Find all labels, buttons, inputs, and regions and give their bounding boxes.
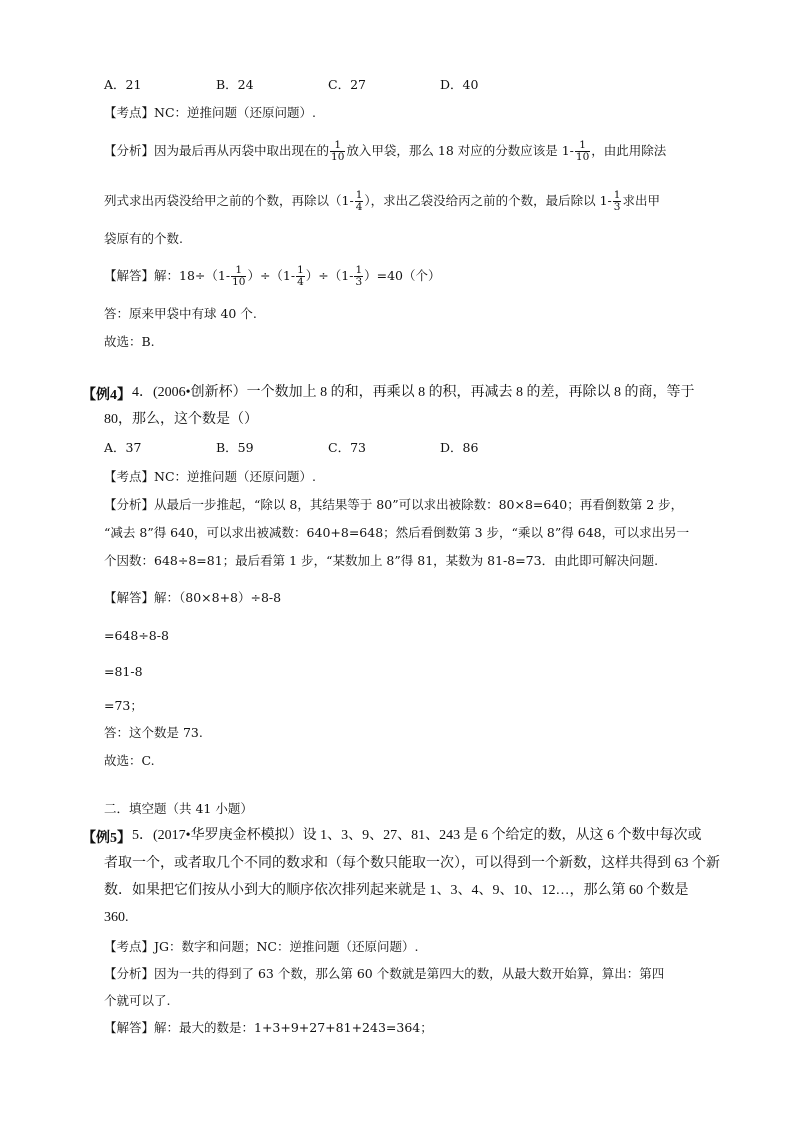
q3-options <box>104 76 552 94</box>
text: 列式求出丙袋没给甲之前的个数，再除以（1- <box>104 193 354 208</box>
q3-option-a: A．21 <box>104 77 142 92</box>
example-4-kaodian: 【考点】NC：逆推问题（还原问题）. <box>104 469 316 484</box>
ex4-option-b: B．59 <box>216 440 254 455</box>
example-4-options <box>104 439 552 457</box>
text: ，由此用除法 <box>591 143 667 158</box>
text: ）÷（1- <box>247 268 296 283</box>
example-5-solution: 【解答】解：最大的数是：1+3+9+27+81+243=364； <box>104 1020 433 1035</box>
example-4-analysis-line1: 【分析】从最后一步推起，“除以 8，其结果等于 80”可以求出被除数：80×8=640；再看倒数第 2 步， <box>104 497 684 512</box>
text: 放入甲袋，那么 18 对应的分数应该是 1- <box>346 143 574 158</box>
example-4-question-line2: 80，那么，这个数是（） <box>104 412 258 427</box>
fraction-1-3: $\frac{1}{3}$ <box>355 264 363 288</box>
example-4-answer: 答：这个数是 73. <box>104 725 203 740</box>
fraction-1-10: $\frac{1}{10}$ <box>232 264 246 288</box>
text: 【解答】解：18÷（1- <box>104 268 231 283</box>
example-5-question-line3: 数．如果把它们按从小到大的顺序依次排列起来就是 1、3、4、9、10、12…，那么第 60 个数是 <box>104 883 689 898</box>
text: ）=40（个） <box>364 268 441 283</box>
q3-option-c: C．27 <box>328 77 366 92</box>
text: ），求出乙袋没给丙之前的个数，最后除以 1- <box>364 193 612 208</box>
example-4-analysis-line2: “减去 8”得 640，可以求出被减数：640+8=648；然后看倒数第 3 步，“乘以 8”得 648，可以求出另一 <box>104 525 690 540</box>
q3-solution <box>104 265 441 288</box>
text: 求出甲 <box>622 193 660 208</box>
example-5-analysis-line1: 【分析】因为一共的得到了 63 个数，那么第 60 个数就是第四大的数，从最大数开始算，算出：第四 <box>104 966 665 981</box>
example-5-question-line4: 360. <box>104 910 129 925</box>
example-4-label: 【例4】 <box>82 388 131 403</box>
fraction-1-10: $\frac{1}{10}$ <box>575 139 590 163</box>
fraction-1-4: $\frac{1}{4}$ <box>297 264 304 288</box>
ex4-option-a: A．37 <box>104 440 142 455</box>
q3-analysis-line3: 袋原有的个数. <box>104 231 183 246</box>
example-5-question-line1: 5．(2017•华罗庚金杯模拟）设 1、3、9、27、81、243 是 6 个给定的数，从这 6 个数中每次或 <box>132 828 702 843</box>
section-title: 二．填空题（共 41 小题） <box>104 801 253 816</box>
ex4-option-d: D．86 <box>440 440 479 455</box>
example-4-step1: =648÷8-8 <box>104 628 169 643</box>
q3-analysis-line1 <box>104 140 666 163</box>
q3-option-d: D．40 <box>440 77 479 92</box>
fraction-1-4: $\frac{1}{4}$ <box>355 189 363 213</box>
example-5-analysis-line2: 个就可以了. <box>104 993 171 1008</box>
example-4-solution: 【解答】解：（80×8+8）÷8-8 <box>104 590 282 605</box>
example-5-kaodian: 【考点】JG：数字和问题；NC：逆推问题（还原问题）. <box>104 939 419 954</box>
example-4-step3: =73； <box>104 698 143 713</box>
example-5-question-line2: 者取一个，或者取几个不同的数求和（每个数只能取一次），可以得到一个新数，这样共得到 63 个新 <box>104 856 720 871</box>
q3-choice: 故选：B. <box>104 334 155 349</box>
example-4-step2: =81-8 <box>104 664 143 679</box>
q3-analysis-line2 <box>104 190 660 213</box>
ex4-option-c: C．73 <box>328 440 366 455</box>
example-4-analysis-line3: 个因数：648÷8=81；最后看第 1 步，“某数加上 8”得 81，某数为 81-8=73．由此即可解决问题. <box>104 553 659 568</box>
text: 【分析】因为最后再从丙袋中取出现在的 <box>104 143 330 158</box>
example-4-question-line1: 4．(2006•创新杯）一个数加上 8 的和，再乘以 8 的积，再减去 8 的差，再除以 8 的商，等于 <box>132 385 695 400</box>
text: ）÷（1- <box>305 268 354 283</box>
fraction-1-10: $\frac{1}{10}$ <box>331 139 345 163</box>
example-5-label: 【例5】 <box>82 831 131 846</box>
q3-option-b: B．24 <box>216 77 254 92</box>
example-4-choice: 故选：C. <box>104 753 155 768</box>
q3-answer: 答：原来甲袋中有球 40 个. <box>104 306 257 321</box>
q3-kaodian: 【考点】NC：逆推问题（还原问题）. <box>104 105 316 120</box>
fraction-1-3: $\frac{1}{3}$ <box>613 189 621 213</box>
